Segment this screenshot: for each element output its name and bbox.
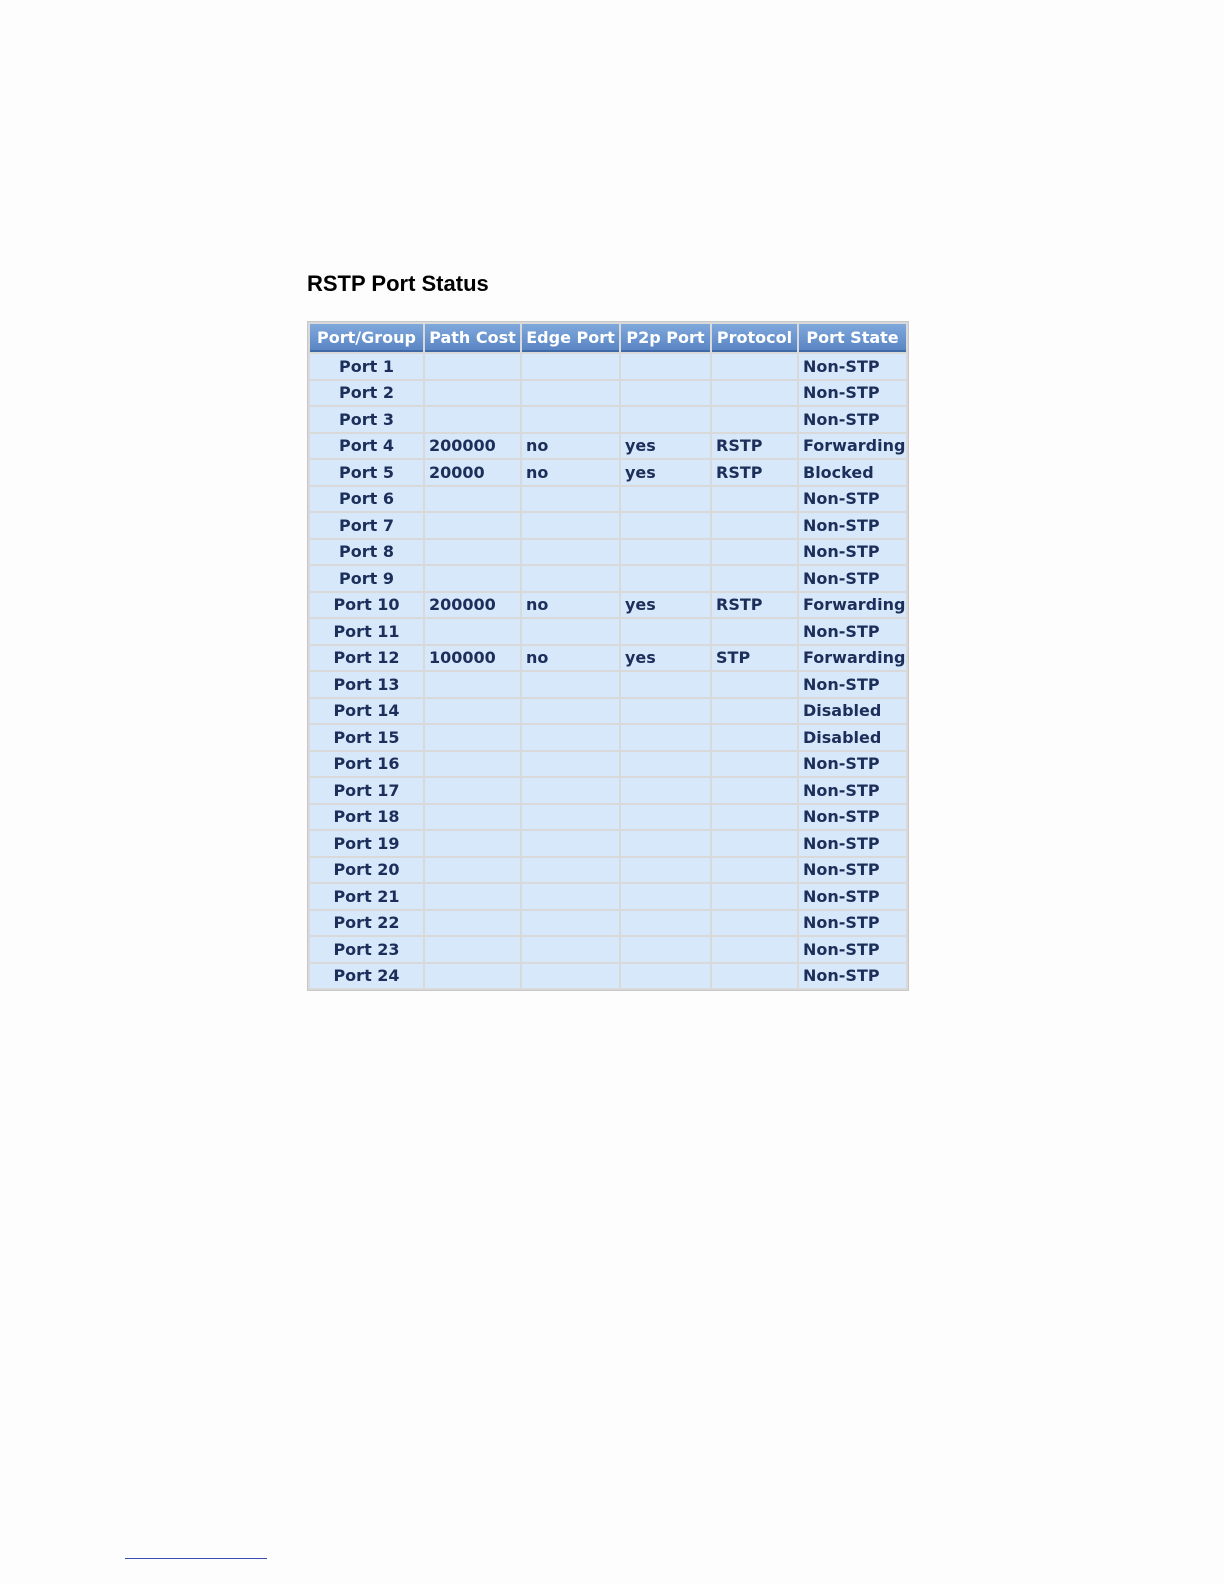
port-name-cell: Port 17 xyxy=(310,778,423,803)
footnote-separator xyxy=(125,1558,267,1559)
port-state-cell: Forwarding xyxy=(799,434,906,459)
protocol-cell xyxy=(712,619,797,644)
protocol-cell xyxy=(712,937,797,962)
p2p-port-cell xyxy=(621,911,710,936)
path-cost-cell xyxy=(425,937,520,962)
port-state-cell: Non-STP xyxy=(799,752,906,777)
port-name-cell: Port 18 xyxy=(310,805,423,830)
path-cost-cell xyxy=(425,858,520,883)
table-row xyxy=(310,460,906,485)
edge-port-cell xyxy=(522,699,619,724)
table-body xyxy=(310,354,906,988)
protocol-cell xyxy=(712,911,797,936)
p2p-port-cell xyxy=(621,540,710,565)
p2p-port-cell xyxy=(621,778,710,803)
path-cost-cell xyxy=(425,487,520,512)
edge-port-cell xyxy=(522,964,619,989)
rstp-port-status-table xyxy=(307,321,909,991)
edge-port-cell xyxy=(522,381,619,406)
port-state-cell: Non-STP xyxy=(799,381,906,406)
path-cost-cell xyxy=(425,778,520,803)
path-cost-cell xyxy=(425,964,520,989)
edge-port-cell: no xyxy=(522,593,619,618)
edge-port-cell: no xyxy=(522,434,619,459)
port-name-cell: Port 13 xyxy=(310,672,423,697)
port-name-cell: Port 8 xyxy=(310,540,423,565)
port-state-cell: Forwarding xyxy=(799,646,906,671)
port-name-cell: Port 6 xyxy=(310,487,423,512)
path-cost-cell xyxy=(425,354,520,379)
port-name-cell: Port 23 xyxy=(310,937,423,962)
table-row xyxy=(310,858,906,883)
edge-port-cell: no xyxy=(522,460,619,485)
port-name-cell: Port 9 xyxy=(310,566,423,591)
p2p-port-cell xyxy=(621,407,710,432)
p2p-port-cell xyxy=(621,752,710,777)
protocol-cell xyxy=(712,725,797,750)
protocol-cell xyxy=(712,752,797,777)
port-name-cell: Port 1 xyxy=(310,354,423,379)
protocol-cell xyxy=(712,672,797,697)
p2p-port-cell xyxy=(621,619,710,644)
p2p-port-cell xyxy=(621,513,710,538)
port-state-cell: Non-STP xyxy=(799,407,906,432)
path-cost-cell xyxy=(425,566,520,591)
port-state-cell: Non-STP xyxy=(799,831,906,856)
port-state-cell: Non-STP xyxy=(799,672,906,697)
protocol-cell xyxy=(712,858,797,883)
protocol-cell xyxy=(712,487,797,512)
port-state-cell: Non-STP xyxy=(799,805,906,830)
p2p-port-cell xyxy=(621,725,710,750)
port-name-cell: Port 2 xyxy=(310,381,423,406)
path-cost-cell: 200000 xyxy=(425,593,520,618)
p2p-port-cell xyxy=(621,937,710,962)
table-row xyxy=(310,540,906,565)
port-state-cell: Non-STP xyxy=(799,513,906,538)
port-name-cell: Port 10 xyxy=(310,593,423,618)
table-row xyxy=(310,778,906,803)
path-cost-cell xyxy=(425,619,520,644)
edge-port-cell: no xyxy=(522,646,619,671)
port-state-cell: Non-STP xyxy=(799,566,906,591)
edge-port-cell xyxy=(522,540,619,565)
edge-port-cell xyxy=(522,725,619,750)
port-name-cell: Port 11 xyxy=(310,619,423,644)
port-state-cell: Non-STP xyxy=(799,964,906,989)
edge-port-cell xyxy=(522,566,619,591)
port-name-cell: Port 22 xyxy=(310,911,423,936)
port-state-cell: Forwarding xyxy=(799,593,906,618)
table-row xyxy=(310,407,906,432)
p2p-port-cell xyxy=(621,354,710,379)
edge-port-cell xyxy=(522,831,619,856)
table-row xyxy=(310,805,906,830)
port-state-cell: Non-STP xyxy=(799,884,906,909)
table-header xyxy=(310,324,906,352)
port-name-cell: Port 15 xyxy=(310,725,423,750)
protocol-cell xyxy=(712,566,797,591)
edge-port-cell xyxy=(522,937,619,962)
column-header-protocol: Protocol xyxy=(712,324,797,352)
port-state-cell: Blocked xyxy=(799,460,906,485)
table-row xyxy=(310,593,906,618)
port-state-cell: Disabled xyxy=(799,699,906,724)
protocol-cell: RSTP xyxy=(712,460,797,485)
port-name-cell: Port 16 xyxy=(310,752,423,777)
path-cost-cell xyxy=(425,911,520,936)
path-cost-cell xyxy=(425,752,520,777)
edge-port-cell xyxy=(522,858,619,883)
p2p-port-cell xyxy=(621,699,710,724)
table-row xyxy=(310,725,906,750)
port-name-cell: Port 7 xyxy=(310,513,423,538)
port-state-cell: Non-STP xyxy=(799,540,906,565)
p2p-port-cell xyxy=(621,487,710,512)
port-state-cell: Disabled xyxy=(799,725,906,750)
p2p-port-cell: yes xyxy=(621,460,710,485)
port-name-cell: Port 20 xyxy=(310,858,423,883)
path-cost-cell xyxy=(425,540,520,565)
protocol-cell xyxy=(712,407,797,432)
p2p-port-cell: yes xyxy=(621,646,710,671)
path-cost-cell xyxy=(425,381,520,406)
edge-port-cell xyxy=(522,513,619,538)
edge-port-cell xyxy=(522,805,619,830)
table-row xyxy=(310,699,906,724)
edge-port-cell xyxy=(522,752,619,777)
edge-port-cell xyxy=(522,911,619,936)
p2p-port-cell xyxy=(621,884,710,909)
port-name-cell: Port 19 xyxy=(310,831,423,856)
protocol-cell xyxy=(712,884,797,909)
port-state-cell: Non-STP xyxy=(799,354,906,379)
protocol-cell xyxy=(712,513,797,538)
table-row xyxy=(310,354,906,379)
port-name-cell: Port 3 xyxy=(310,407,423,432)
edge-port-cell xyxy=(522,619,619,644)
path-cost-cell xyxy=(425,831,520,856)
p2p-port-cell: yes xyxy=(621,434,710,459)
path-cost-cell xyxy=(425,407,520,432)
protocol-cell xyxy=(712,381,797,406)
edge-port-cell xyxy=(522,778,619,803)
port-state-cell: Non-STP xyxy=(799,937,906,962)
column-header-port-group: Port/Group xyxy=(310,324,423,352)
table-row xyxy=(310,937,906,962)
protocol-cell: RSTP xyxy=(712,434,797,459)
p2p-port-cell xyxy=(621,381,710,406)
table-row xyxy=(310,672,906,697)
p2p-port-cell xyxy=(621,566,710,591)
table-row xyxy=(310,964,906,989)
table-row xyxy=(310,752,906,777)
protocol-cell xyxy=(712,540,797,565)
table-row xyxy=(310,434,906,459)
path-cost-cell xyxy=(425,672,520,697)
column-header-path-cost: Path Cost xyxy=(425,324,520,352)
table-row xyxy=(310,911,906,936)
path-cost-cell xyxy=(425,725,520,750)
protocol-cell: STP xyxy=(712,646,797,671)
path-cost-cell xyxy=(425,699,520,724)
p2p-port-cell xyxy=(621,964,710,989)
port-name-cell: Port 5 xyxy=(310,460,423,485)
p2p-port-cell xyxy=(621,805,710,830)
column-header-edge-port: Edge Port xyxy=(522,324,619,352)
path-cost-cell xyxy=(425,513,520,538)
port-name-cell: Port 12 xyxy=(310,646,423,671)
protocol-cell xyxy=(712,354,797,379)
edge-port-cell xyxy=(522,672,619,697)
path-cost-cell xyxy=(425,805,520,830)
port-name-cell: Port 4 xyxy=(310,434,423,459)
port-name-cell: Port 21 xyxy=(310,884,423,909)
column-header-p2p-port: P2p Port xyxy=(621,324,710,352)
path-cost-cell: 200000 xyxy=(425,434,520,459)
protocol-cell: RSTP xyxy=(712,593,797,618)
table-row xyxy=(310,381,906,406)
table-row xyxy=(310,831,906,856)
table-row xyxy=(310,513,906,538)
port-name-cell: Port 14 xyxy=(310,699,423,724)
port-state-cell: Non-STP xyxy=(799,487,906,512)
p2p-port-cell xyxy=(621,672,710,697)
port-name-cell: Port 24 xyxy=(310,964,423,989)
protocol-cell xyxy=(712,805,797,830)
path-cost-cell: 100000 xyxy=(425,646,520,671)
protocol-cell xyxy=(712,778,797,803)
edge-port-cell xyxy=(522,487,619,512)
protocol-cell xyxy=(712,831,797,856)
port-state-cell: Non-STP xyxy=(799,858,906,883)
table-row xyxy=(310,566,906,591)
edge-port-cell xyxy=(522,354,619,379)
path-cost-cell: 20000 xyxy=(425,460,520,485)
edge-port-cell xyxy=(522,407,619,432)
header-row xyxy=(310,324,906,352)
table-row xyxy=(310,884,906,909)
page-title: RSTP Port Status xyxy=(307,271,489,296)
table-row xyxy=(310,619,906,644)
column-header-port-state: Port State xyxy=(799,324,906,352)
p2p-port-cell xyxy=(621,831,710,856)
port-state-cell: Non-STP xyxy=(799,911,906,936)
p2p-port-cell: yes xyxy=(621,593,710,618)
protocol-cell xyxy=(712,699,797,724)
p2p-port-cell xyxy=(621,858,710,883)
table-row xyxy=(310,646,906,671)
table-row xyxy=(310,487,906,512)
protocol-cell xyxy=(712,964,797,989)
port-state-cell: Non-STP xyxy=(799,778,906,803)
edge-port-cell xyxy=(522,884,619,909)
path-cost-cell xyxy=(425,884,520,909)
port-state-cell: Non-STP xyxy=(799,619,906,644)
